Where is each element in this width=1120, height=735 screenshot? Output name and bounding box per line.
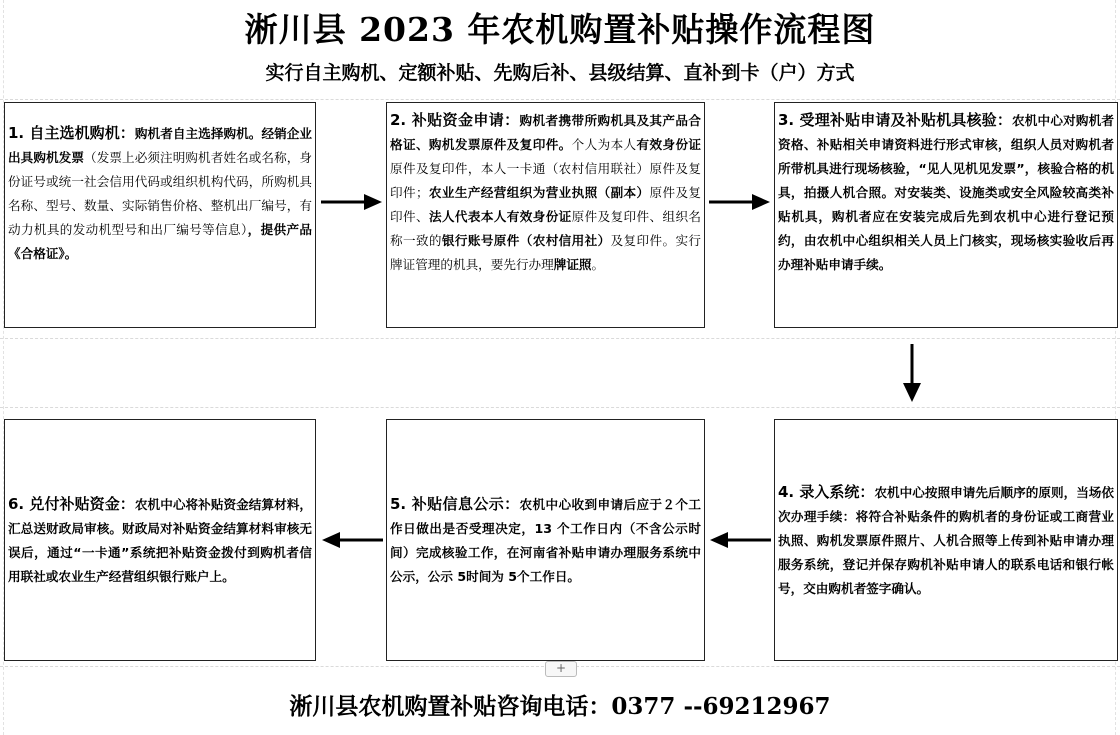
arrow-left-icon: [320, 529, 384, 551]
step-1-text: 购机者自主选择购机。: [134, 126, 262, 141]
step-2-text: 购机者携带所购机具及其产品合格证、购机发票原件及复印件。: [390, 113, 701, 152]
step-4-heading: 4. 录入系统：: [778, 482, 875, 501]
step-4-box: [774, 419, 1118, 661]
step-2-text: 原件及复印件，本人一卡通（农村信用联社）原件及复印件；: [390, 161, 701, 200]
step-6-heading: 6. 兑付补贴资金：: [8, 494, 135, 513]
step-2-text: 原件及复印件、组织名称一致的: [390, 209, 702, 248]
step-2-text: 及复印件。实行牌证管理的机具，要先行办理: [390, 233, 702, 272]
step-2-text: 有效身份证: [636, 137, 702, 152]
step-1-text: （发票上必须注明购机者姓名或名称，身份证号或统一社会信用代码或组织机构代码，所购机具名称、型号、数量、实际销售价格、整机出厂编号，有动力机具的发动机型号和出厂编号等信息）: [8, 150, 313, 237]
page-subtitle: 实行自主购机、定额补贴、先购后补、县级结算、直补到卡（户）方式: [265, 62, 855, 84]
grid-line: [0, 407, 1120, 408]
step-5-text: 农机中心收到申请后应于２个工作日做出是否受理决定，13 个工作日内（不含公示时间）完成核验工作，在河南省补贴申请办理服务系统中公示，公示 5时间为 5个工作日。: [390, 496, 701, 584]
step-1-box: [4, 102, 316, 328]
arrow-right-icon: [708, 191, 772, 213]
step-3-text: 农机中心对购机者资格、补贴相关申请资料进行形式审核，组织人员对购机者所带机具进行现场核验，“见人见机见发票”，核验合格的机具，拍摄人机合照。对安装类、设施类或安全风险较高类补贴机具，购机者应在安装完成后先到农机中心进行登记预约，由农机中心组织相关人员上门核实，现场核实验收后再办理补贴申请手续。: [778, 113, 1115, 272]
step-5-heading: 5. 补贴信息公示：: [390, 494, 520, 513]
hotline-footer: 淅川县农机购置补贴咨询电话：0377 --69212967: [289, 693, 831, 720]
step-3-box: [774, 102, 1118, 328]
step-2-text: 。: [591, 257, 605, 272]
grid-line: [0, 99, 1120, 100]
arrow-down-icon: [900, 343, 924, 403]
step-2-text: 营业执照（副本）: [545, 185, 650, 200]
step-2-box: [386, 102, 705, 328]
step-5-box: [386, 419, 705, 661]
step-1-text: 经销企业出具购机发票: [8, 126, 313, 165]
step-2-text: 牌证照: [553, 257, 592, 272]
step-1-text: ，提供产品《合格证》。: [8, 222, 313, 261]
step-6-box: [4, 419, 316, 661]
expand-button[interactable]: +: [545, 661, 577, 677]
step-2-text: 法人代表本人有效身份证: [428, 209, 572, 224]
step-2-text: 银行账号原件（农村信用社）: [441, 233, 611, 248]
step-3-heading: 3. 受理补贴申请及补贴机具核验：: [778, 111, 1013, 129]
arrow-left-icon: [708, 529, 772, 551]
page-title: 淅川县 2023 年农机购置补贴操作流程图: [244, 10, 876, 49]
step-2-text: 农业生产经营组织为: [428, 185, 546, 200]
step-6-text: 农机中心将补贴资金结算材料，汇总送财政局审核。财政局对补贴资金结算材料审核无误后，通过“一卡通”系统把补贴资金拨付到购机者信用联社或农业生产经营组织银行账户上。: [8, 496, 313, 584]
step-2-text: 个人为本人: [571, 137, 637, 152]
arrow-right-icon: [320, 191, 384, 213]
step-4-text: 农机中心按照申请先后顺序的原则，当场依次办理手续：将符合补贴条件的购机者的身份证或工商营业执照、购机发票原件照片、人机合照等上传到补贴申请办理服务系统，登记并保存购机补贴申请人的联系电话和银行帐号，交由购机者签字确认。: [778, 484, 1115, 596]
step-1-heading: 1. 自主选机购机：: [8, 124, 135, 142]
grid-line: [0, 338, 1120, 339]
step-2-text: 原件及复印件、: [390, 185, 702, 224]
step-2-heading: 2. 补贴资金申请：: [390, 111, 520, 129]
